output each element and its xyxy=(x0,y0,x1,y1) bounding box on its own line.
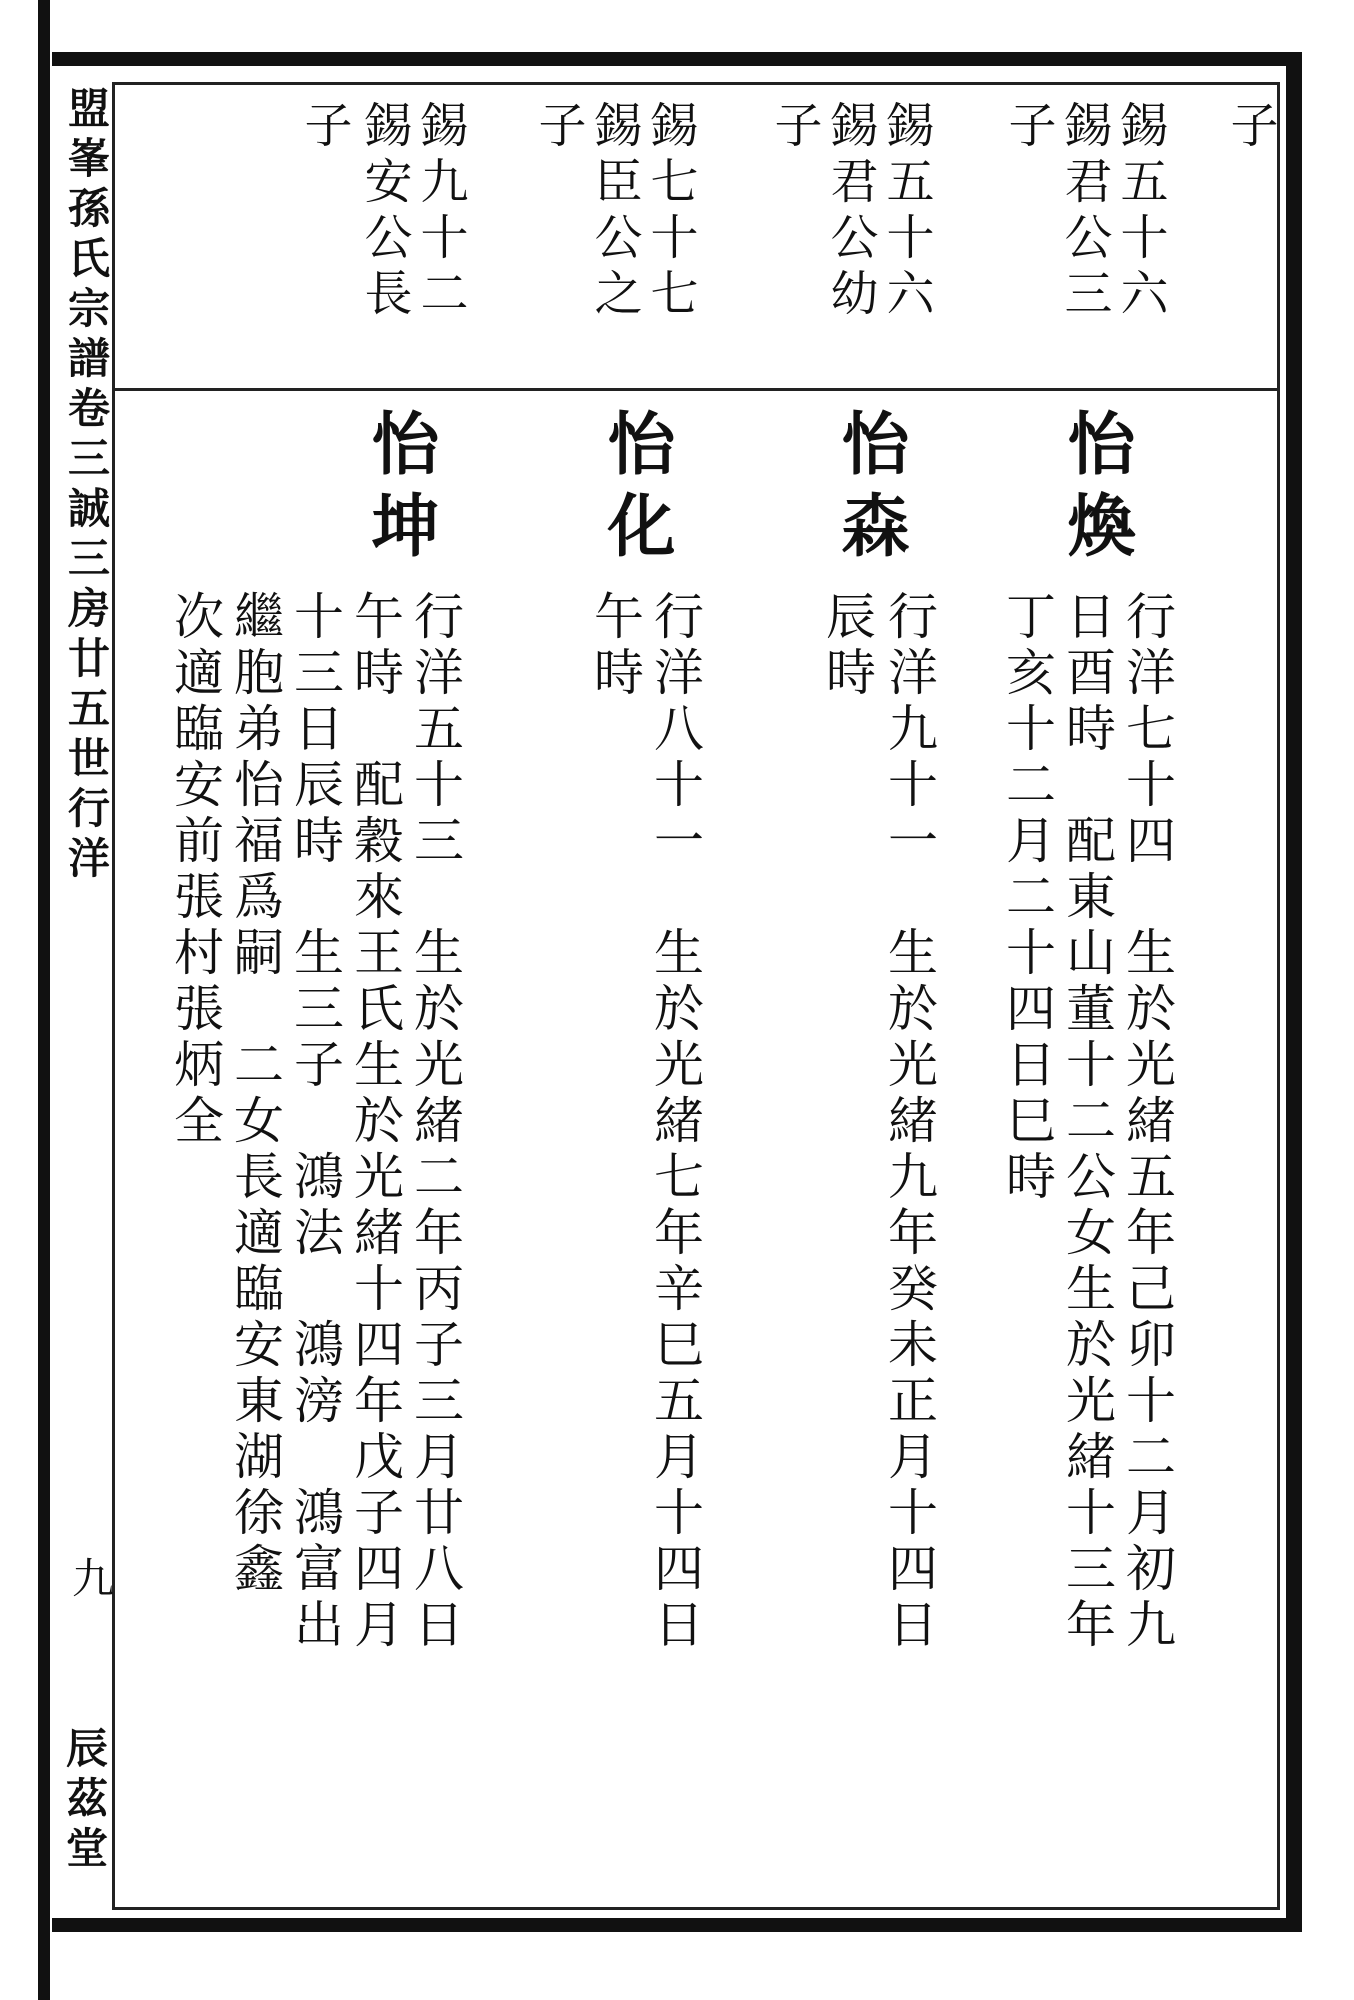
entry-line: 行洋九十一 生於光緒九年癸未正月十四日 xyxy=(880,590,938,1654)
hall-name: 辰茲堂 xyxy=(60,1726,109,1876)
father-ref-col: 錫七十七 xyxy=(642,100,698,324)
entry-line: 丁亥十二月二十四日巳時 xyxy=(998,590,1056,1206)
father-ref-col: 錫君公三 xyxy=(1056,100,1112,324)
person-name: 怡化 xyxy=(596,408,676,572)
father-ref-col: 子 xyxy=(766,100,822,156)
father-ref-col: 錫臣公之 xyxy=(586,100,642,324)
register-divider xyxy=(115,388,1277,391)
person-name: 怡森 xyxy=(830,408,910,572)
father-ref-col: 子 xyxy=(530,100,586,156)
entry-line: 十三日辰時 生三子 鴻法 鴻滂 鴻富出 xyxy=(286,590,344,1654)
entry-line: 繼胞弟怡福爲嗣 二女長適臨安東湖徐鑫 xyxy=(226,590,284,1598)
entry-line: 行洋五十三 生於光緒二年丙子三月廿八日 xyxy=(406,590,464,1654)
page-number: 九 xyxy=(66,1556,115,1606)
father-ref-col: 錫五十六 xyxy=(878,100,934,324)
entry-line: 午時 xyxy=(586,590,644,702)
person-name: 怡坤 xyxy=(360,408,440,572)
margin-strip xyxy=(52,66,115,1918)
father-ref-col: 錫九十二 xyxy=(412,100,468,324)
entry-line: 次適臨安前張村張炳全 xyxy=(166,590,224,1150)
father-ref-col: 子 xyxy=(1000,100,1056,156)
father-ref-col: 子 xyxy=(296,100,352,156)
father-ref-col: 錫五十六 xyxy=(1112,100,1168,324)
entry-line: 辰時 xyxy=(818,590,876,702)
person-name: 怡煥 xyxy=(1056,408,1136,572)
binding-edge xyxy=(38,0,50,2000)
entry-line: 午時 配穀來王氏生於光緒十四年戊子四月 xyxy=(346,590,404,1654)
father-ref-col: 錫安公長 xyxy=(356,100,412,324)
entry-line: 日酉時 配東山董十二公女生於光緒十三年 xyxy=(1058,590,1116,1654)
entry-line: 行洋七十四 生於光緒五年己卯十二月初九 xyxy=(1118,590,1176,1654)
book-title: 盟峯孫氏宗譜卷三誠三房廿五世行洋 xyxy=(62,86,111,886)
father-ref-col: 子 xyxy=(1222,100,1278,156)
entry-line: 行洋八十一 生於光緒七年辛巳五月十四日 xyxy=(646,590,704,1654)
father-ref-col: 錫君公幼 xyxy=(822,100,878,324)
